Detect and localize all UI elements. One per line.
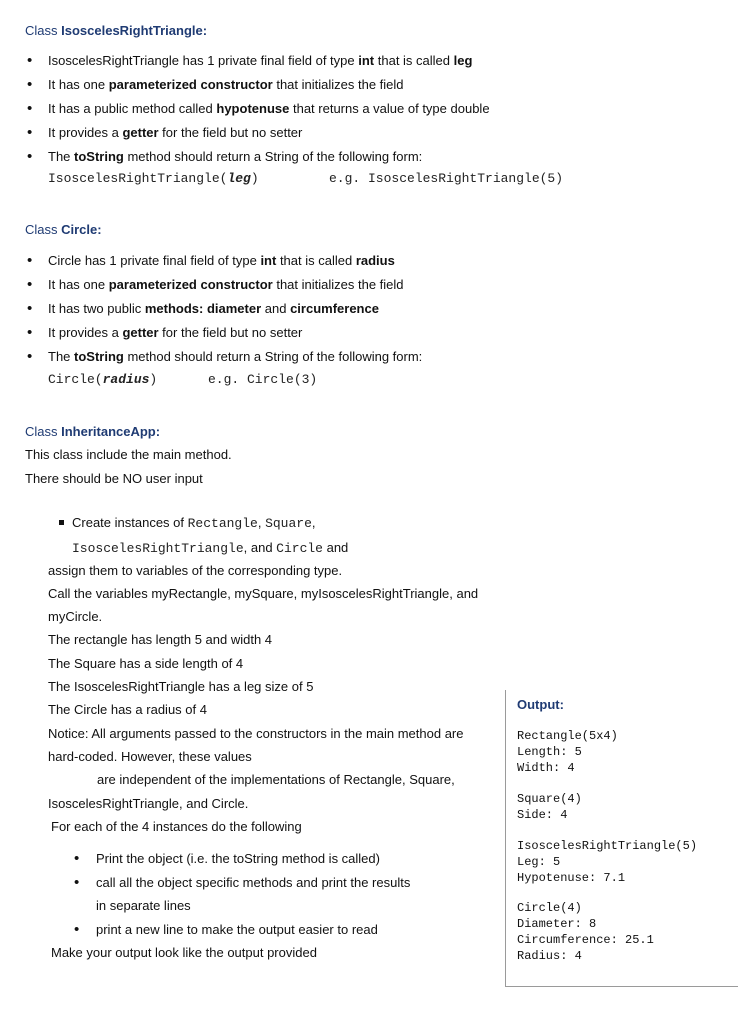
bullet-dot: •: [27, 124, 33, 141]
square-spec-line: The Square has a side length of 4: [48, 656, 244, 671]
bullet-dot: •: [27, 300, 33, 317]
output-line: IsoscelesRightTriangle(5): [517, 839, 698, 853]
rectangle-spec-line: The rectangle has length 5 and width 4: [48, 632, 273, 647]
variable-names-line-2: myCircle.: [48, 609, 103, 624]
output-title: Output:: [517, 697, 564, 712]
output-line: Side: 4: [517, 808, 568, 822]
output-line: Diameter: 8: [517, 917, 597, 931]
output-instruction-line: Make your output look like the output provided: [51, 945, 317, 960]
bullet-dot: •: [27, 252, 33, 269]
output-line: Width: 4: [517, 761, 575, 775]
call-methods-line: call all the object specific methods and print the results: [96, 875, 411, 890]
output-line: Circle(4): [517, 901, 582, 915]
circle-example: e.g. Circle(3): [208, 372, 318, 387]
section-heading-circle: Class Circle:: [25, 222, 102, 237]
circle-spec-line: The Circle has a radius of 4: [48, 702, 207, 717]
create-instances-line-2: IsoscelesRightTriangle, and Circle and: [72, 540, 349, 556]
section-heading-isosceles: Class IsoscelesRightTriangle:: [25, 23, 208, 38]
output-line: Hypotenuse: 7.1: [517, 871, 626, 885]
isosceles-method-line: It has a public method called hypotenuse that returns a value of type double: [48, 101, 490, 116]
bullet-dot: •: [27, 276, 33, 293]
variable-names-line: Call the variables myRectangle, mySquare, myIsoscelesRightTriangle, and: [48, 586, 479, 601]
isosceles-example: e.g. IsoscelesRightTriangle(5): [329, 171, 564, 186]
output-line: Length: 5: [517, 745, 582, 759]
isosceles-tostring-form: IsoscelesRightTriangle(leg): [48, 171, 259, 186]
bullet-dot: •: [74, 921, 80, 938]
bullet-dot: •: [27, 76, 33, 93]
circle-field-line: Circle has 1 private final field of type int that is called radius: [48, 253, 395, 268]
circle-tostring-line: The toString method should return a String of the following form:: [48, 349, 423, 364]
notice-line-3: are independent of the implementations of Rectangle, Square,: [97, 772, 455, 787]
isosceles-constructor-line: It has one parameterized constructor that initializes the field: [48, 77, 404, 92]
circle-getter-line: It provides a getter for the field but no setter: [48, 325, 303, 340]
no-user-input-note: There should be NO user input: [25, 471, 203, 486]
print-newline-line: print a new line to make the output easier to read: [96, 922, 378, 937]
call-methods-line-2: in separate lines: [96, 898, 191, 913]
bullet-dot: •: [27, 100, 33, 117]
isosceles-getter-line: It provides a getter for the field but no setter: [48, 125, 303, 140]
bullet-dot: •: [27, 52, 33, 69]
output-line: Radius: 4: [517, 949, 582, 963]
isosceles-field-line: IsoscelesRightTriangle has 1 private final field of type int that is called leg: [48, 53, 473, 68]
bullet-dot: •: [27, 348, 33, 365]
create-instances-line: Create instances of Rectangle, Square,: [72, 515, 316, 531]
bullet-dot: •: [74, 874, 80, 891]
assign-variables-line: assign them to variables of the corresponding type.: [48, 563, 343, 578]
bullet-dot: •: [27, 324, 33, 341]
isosceles-tostring-line: The toString method should return a String of the following form:: [48, 149, 423, 164]
output-line: Square(4): [517, 792, 582, 806]
print-object-line: Print the object (i.e. the toString method is called): [96, 851, 380, 866]
notice-line-2: hard-coded. However, these values: [48, 749, 252, 764]
main-method-note: This class include the main method.: [25, 447, 232, 462]
circle-tostring-form: Circle(radius): [48, 372, 158, 387]
square-bullet: [59, 520, 64, 525]
output-line: Circumference: 25.1: [517, 933, 654, 947]
circle-methods-line: It has two public methods: diameter and circumference: [48, 301, 379, 316]
output-line: Leg: 5: [517, 855, 561, 869]
isosceles-spec-line: The IsoscelesRightTriangle has a leg size of 5: [48, 679, 314, 694]
bullet-dot: •: [74, 850, 80, 867]
circle-constructor-line: It has one parameterized constructor that initializes the field: [48, 277, 404, 292]
bullet-dot: •: [27, 148, 33, 165]
output-line: Rectangle(5x4): [517, 729, 618, 743]
section-heading-inheritanceapp: Class InheritanceApp:: [25, 424, 161, 439]
for-each-line: For each of the 4 instances do the following: [51, 819, 302, 834]
notice-line-4: IsoscelesRightTriangle, and Circle.: [48, 796, 249, 811]
notice-line: Notice: All arguments passed to the constructors in the main method are: [48, 726, 464, 741]
